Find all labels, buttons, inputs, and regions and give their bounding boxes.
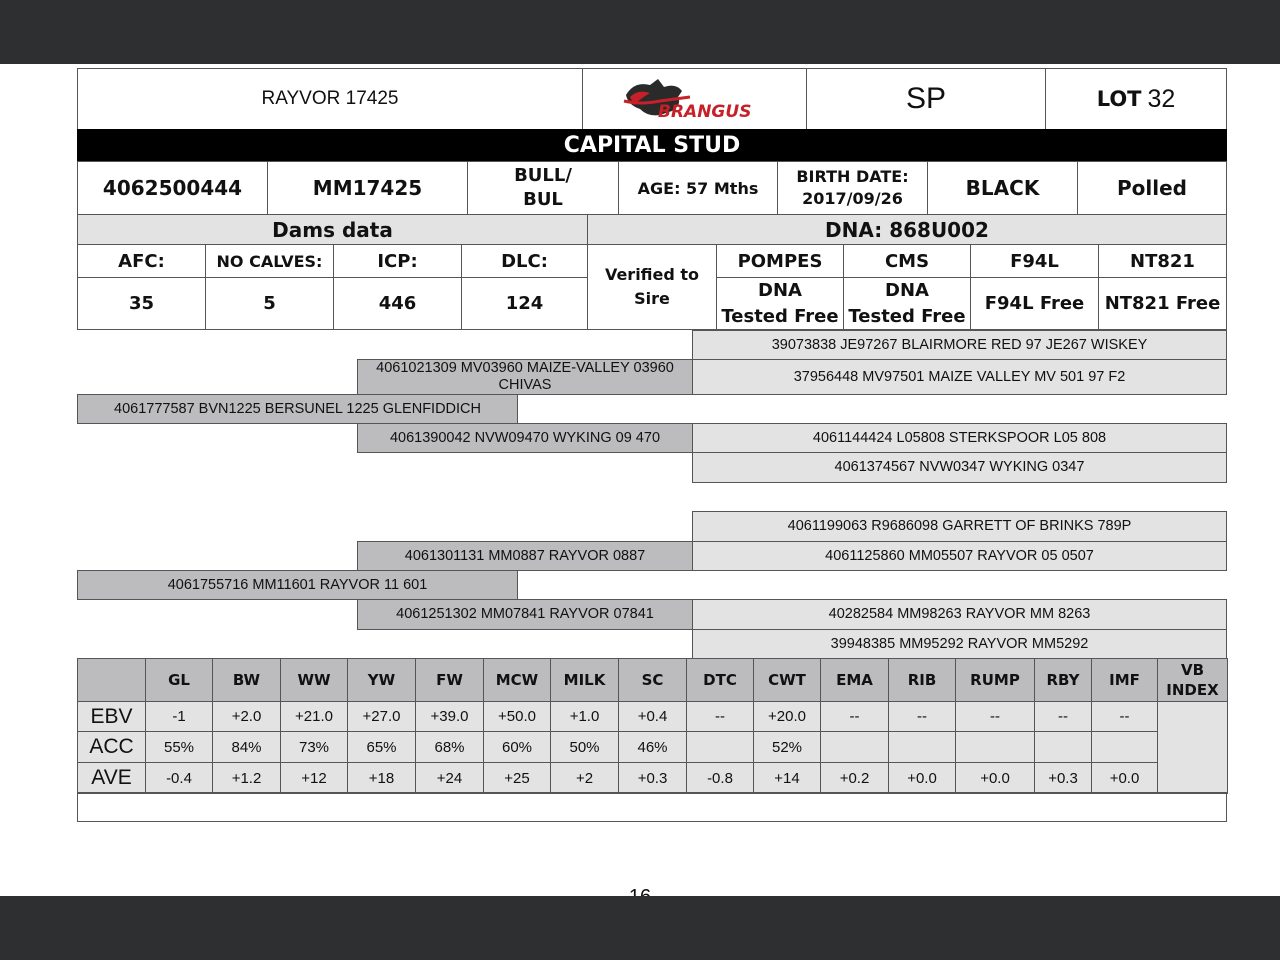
pedigree-dam-sire-sire: 4061199063 R9686098 GARRETT OF BRINKS 789P xyxy=(692,511,1227,542)
ebv-col-header: YW xyxy=(347,658,416,702)
sex-line-2: BUL xyxy=(523,189,563,210)
ebv-cell: -1 xyxy=(145,701,213,732)
icp-value: 446 xyxy=(333,277,462,330)
ebv-cell: +0.3 xyxy=(1034,762,1092,794)
ebv-cell: 55% xyxy=(145,731,213,763)
cms-result-line-2: Tested Free xyxy=(848,305,966,327)
ebv-cell: +25 xyxy=(483,762,551,794)
icp-header: ICP: xyxy=(333,244,462,278)
ebv-header-corner xyxy=(77,658,146,702)
ebv-cell: +27.0 xyxy=(347,701,416,732)
nt821-header: NT821 xyxy=(1098,244,1227,278)
ebv-cell: -0.8 xyxy=(686,762,754,794)
pompes-header: POMPES xyxy=(716,244,844,278)
ebv-col-header: SC xyxy=(618,658,687,702)
ebv-col-header: MILK xyxy=(550,658,619,702)
ebv-cell: -- xyxy=(1034,701,1092,732)
breed-code: SP xyxy=(806,68,1046,130)
cms-result-line-1: DNA xyxy=(885,279,929,301)
cms-result xyxy=(843,277,971,330)
ebv-col-header: FW xyxy=(415,658,484,702)
ebv-cell xyxy=(686,731,754,763)
sex-line-1: BULL/ xyxy=(514,165,572,186)
ebv-cell: 50% xyxy=(550,731,619,763)
ebv-cell: +1.2 xyxy=(212,762,281,794)
horn-status: Polled xyxy=(1077,161,1227,215)
ebv-cell: +0.0 xyxy=(1091,762,1158,794)
animal-name: RAYVOR 17425 xyxy=(77,68,583,130)
pedigree-sire-dam: 4061390042 NVW09470 WYKING 09 470 xyxy=(357,423,693,453)
ebv-cell: -- xyxy=(888,701,956,732)
ebv-cell: -- xyxy=(686,701,754,732)
brangus-logo xyxy=(582,68,807,130)
age: AGE: 57 Mths xyxy=(618,161,778,215)
dlc-header: DLC: xyxy=(461,244,588,278)
dlc-value: 124 xyxy=(461,277,588,330)
verified-line-1: Verified to xyxy=(604,265,700,284)
f94l-result: F94L Free xyxy=(970,277,1099,330)
ebv-cell: +50.0 xyxy=(483,701,551,732)
ebv-col-header: MCW xyxy=(483,658,551,702)
lot-label: LOT xyxy=(1096,87,1142,111)
ebv-cell: +21.0 xyxy=(280,701,348,732)
verified-to-sire xyxy=(587,244,717,330)
pedigree-sire-dam-sire: 4061144424 L05808 STERKSPOOR L05 808 xyxy=(692,423,1227,453)
ebv-col-header: BW xyxy=(212,658,281,702)
lot-label-cell xyxy=(1045,68,1227,130)
nt821-result: NT821 Free xyxy=(1098,277,1227,330)
no-calves-header: NO CALVES: xyxy=(205,244,334,278)
ebv-col-header: EMA xyxy=(820,658,889,702)
pedigree-dam-sire: 4061301131 MM0887 RAYVOR 0887 xyxy=(357,541,693,571)
pompes-result-line-2: Tested Free xyxy=(721,305,839,327)
ebv-col-header: RIB xyxy=(888,658,956,702)
birth-date: 2017/09/26 xyxy=(802,189,903,208)
ebv-cell: +14 xyxy=(753,762,821,794)
birth-date-cell xyxy=(777,161,928,215)
dams-data-title: Dams data xyxy=(77,214,588,245)
ebv-cell: +0.4 xyxy=(618,701,687,732)
pedigree-dam-dam: 4061251302 MM07841 RAYVOR 07841 xyxy=(357,599,693,630)
pedigree-dam-dam-dam: 39948385 MM95292 RAYVOR MM5292 xyxy=(692,629,1227,659)
ebv-col-header: CWT xyxy=(753,658,821,702)
pedigree-dam: 4061755716 MM11601 RAYVOR 11 601 xyxy=(77,570,518,600)
ebv-cell: +1.0 xyxy=(550,701,619,732)
ebv-cell: +2 xyxy=(550,762,619,794)
sex-cell xyxy=(467,161,619,215)
f94l-header: F94L xyxy=(970,244,1099,278)
ebv-cell: +20.0 xyxy=(753,701,821,732)
vb-index-value xyxy=(1157,701,1228,794)
ebv-cell: 84% xyxy=(212,731,281,763)
ebv-col-header: DTC xyxy=(686,658,754,702)
pedigree-dam-dam-sire: 40282584 MM98263 RAYVOR MM 8263 xyxy=(692,599,1227,630)
ebv-cell: +24 xyxy=(415,762,484,794)
ebv-cell: 46% xyxy=(618,731,687,763)
afc-header: AFC: xyxy=(77,244,206,278)
ebv-cell: 65% xyxy=(347,731,416,763)
ebv-cell: +0.0 xyxy=(888,762,956,794)
ebv-cell xyxy=(1034,731,1092,763)
dna-title: DNA: 868U002 xyxy=(587,214,1227,245)
pedigree-dam-sire-dam: 4061125860 MM05507 RAYVOR 05 0507 xyxy=(692,541,1227,571)
pedigree-sire: 4061777587 BVN1225 BERSUNEL 1225 GLENFIDDICH xyxy=(77,394,518,424)
ebv-cell: +12 xyxy=(280,762,348,794)
pedigree-sire-dam-dam: 4061374567 NVW0347 WYKING 0347 xyxy=(692,452,1227,483)
vb-index-header xyxy=(1157,658,1228,702)
stud-name-banner: CAPITAL STUD xyxy=(77,129,1227,162)
ebv-col-header: RUMP xyxy=(955,658,1035,702)
pompes-result-line-1: DNA xyxy=(758,279,802,301)
ebv-cell: -- xyxy=(1091,701,1158,732)
ebv-cell: -0.4 xyxy=(145,762,213,794)
ebv-cell: +0.3 xyxy=(618,762,687,794)
ebv-row-label: ACC xyxy=(77,731,146,763)
viewer-bottom-bar xyxy=(0,896,1280,960)
ebv-col-header: WW xyxy=(280,658,348,702)
ebv-cell: 60% xyxy=(483,731,551,763)
afc-value: 35 xyxy=(77,277,206,330)
pompes-result xyxy=(716,277,844,330)
ebv-cell: +18 xyxy=(347,762,416,794)
ebv-row-label: AVE xyxy=(77,762,146,794)
ebv-row-label: EBV xyxy=(77,701,146,732)
brand-logo-text: BRANGUS xyxy=(657,102,751,122)
colour: BLACK xyxy=(927,161,1078,215)
herd-code: MM17425 xyxy=(267,161,468,215)
animal-id-number: 4062500444 xyxy=(77,161,268,215)
viewer-top-bar xyxy=(0,0,1280,64)
pedigree-sire-sire-sire: 39073838 JE97267 BLAIRMORE RED 97 JE267 WISKEY xyxy=(692,330,1227,360)
ebv-cell: +2.0 xyxy=(212,701,281,732)
ebv-cell: 73% xyxy=(280,731,348,763)
bull-head-icon xyxy=(620,75,770,123)
ebv-col-header: GL xyxy=(145,658,213,702)
ebv-cell: +39.0 xyxy=(415,701,484,732)
ebv-cell: +0.2 xyxy=(820,762,889,794)
lot-number: 32 xyxy=(1147,84,1176,113)
ebv-cell: +0.0 xyxy=(955,762,1035,794)
ebv-cell: 68% xyxy=(415,731,484,763)
verified-line-2: Sire xyxy=(634,289,670,308)
notes-row xyxy=(77,792,1227,822)
ebv-cell: -- xyxy=(820,701,889,732)
vb-index-line-1: VB xyxy=(1180,661,1205,679)
ebv-cell: 52% xyxy=(753,731,821,763)
ebv-col-header: IMF xyxy=(1091,658,1158,702)
ebv-col-header: RBY xyxy=(1034,658,1092,702)
ebv-cell: -- xyxy=(955,701,1035,732)
page-number xyxy=(600,886,680,896)
cms-header: CMS xyxy=(843,244,971,278)
ebv-cell xyxy=(820,731,889,763)
pedigree-sire-sire-dam: 37956448 MV97501 MAIZE VALLEY MV 501 97 F2 xyxy=(692,359,1227,395)
pedigree-sire-sire: 4061021309 MV03960 MAIZE-VALLEY 03960 CHIVAS xyxy=(357,359,693,395)
ebv-cell xyxy=(955,731,1035,763)
ebv-cell xyxy=(888,731,956,763)
birth-date-label: BIRTH DATE: xyxy=(796,167,909,186)
no-calves-value: 5 xyxy=(205,277,334,330)
vb-index-line-2: INDEX xyxy=(1166,681,1219,699)
ebv-cell xyxy=(1091,731,1158,763)
